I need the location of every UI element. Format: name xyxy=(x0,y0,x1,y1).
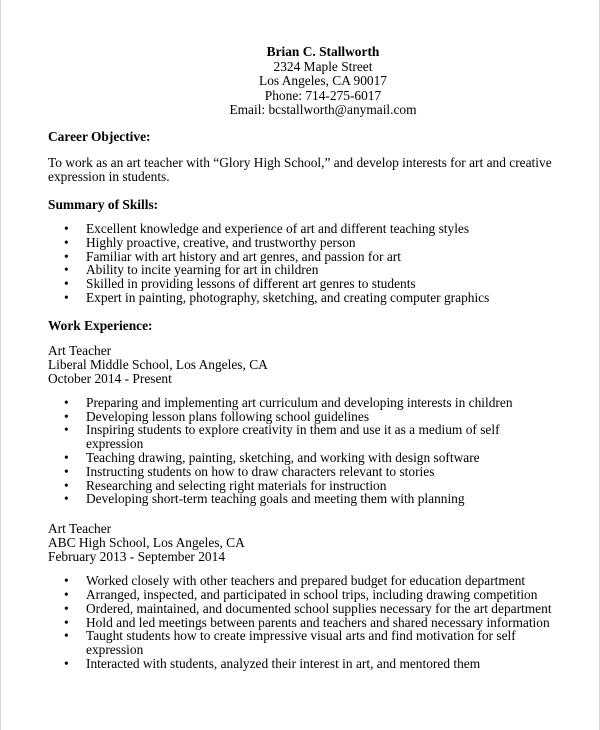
job-entry xyxy=(48,344,558,506)
experience-section xyxy=(48,319,558,671)
list-item: • Expert in painting, photography, sketching, and creating computer graphics xyxy=(48,291,558,305)
email-address: Email: bcstallworth@anymail.com xyxy=(229,102,417,117)
candidate-name: Brian C. Stallworth xyxy=(266,44,380,59)
list-item: • Preparing and implementing art curriculum and developing interests in children xyxy=(48,396,558,410)
objective-text: To work as an art teacher with “Glory High School,” and develop interests for art and creative expression in students. xyxy=(48,155,552,184)
job-dates: October 2014 - Present xyxy=(48,370,172,386)
list-item: • Hold and led meetings between parents and teachers and shared necessary information xyxy=(48,616,558,630)
job-employer: ABC High School, Los Angeles, CA xyxy=(48,535,245,551)
duties-list xyxy=(48,396,558,506)
job-title: Art Teacher xyxy=(48,342,112,358)
street-address: 2324 Maple Street xyxy=(273,58,373,74)
objective-heading: Career Objective: xyxy=(48,129,151,144)
skills-heading: Summary of Skills: xyxy=(48,197,159,212)
experience-heading: Work Experience: xyxy=(48,317,153,333)
job-dates: February 2013 - September 2014 xyxy=(48,549,226,565)
skills-section xyxy=(48,198,558,305)
objective-section xyxy=(48,130,558,184)
contact-header xyxy=(1,45,600,118)
list-item: • Ordered, maintained, and documented school supplies necessary for the art department xyxy=(48,602,558,616)
list-item: • Inspiring students to explore creativity in them and use it as a medium of self expression xyxy=(48,423,558,451)
list-item: • Arranged, inspected, and participated in school trips, including drawing competition xyxy=(48,588,558,602)
list-item: • Interacted with students, analyzed their interest in art, and mentored them xyxy=(48,657,558,671)
job-employer: Liberal Middle School, Los Angeles, CA xyxy=(48,356,268,372)
list-item: • Teaching drawing, painting, sketching, and working with design software xyxy=(48,451,558,465)
duties-list xyxy=(48,574,558,671)
list-item: • Researching and selecting right materials for instruction xyxy=(48,479,558,493)
list-item: • Developing lesson plans following school guidelines xyxy=(48,410,558,424)
list-item: • Taught students how to create impressive visual arts and find motivation for self expression xyxy=(48,629,558,657)
job-title: Art Teacher xyxy=(48,521,112,537)
city-address: Los Angeles, CA 90017 xyxy=(259,73,387,88)
list-item: • Ability to incite yearning for art in children xyxy=(48,263,558,277)
list-item: • Skilled in providing lessons of different art genres to students xyxy=(48,277,558,291)
list-item: • Developing short-term teaching goals and meeting them with planning xyxy=(48,492,558,506)
list-item: • Worked closely with other teachers and prepared budget for education department xyxy=(48,574,558,588)
phone-number: Phone: 714-275-6017 xyxy=(264,87,382,103)
list-item: • Familiar with art history and art genres, and passion for art xyxy=(48,250,558,264)
job-entry xyxy=(48,522,558,671)
list-item: • Highly proactive, creative, and trustworthy person xyxy=(48,236,558,250)
list-item: • Instructing students on how to draw characters relevant to stories xyxy=(48,465,558,479)
skills-list xyxy=(48,222,558,305)
list-item: • Excellent knowledge and experience of art and different teaching styles xyxy=(48,222,558,236)
resume-body xyxy=(48,130,558,671)
